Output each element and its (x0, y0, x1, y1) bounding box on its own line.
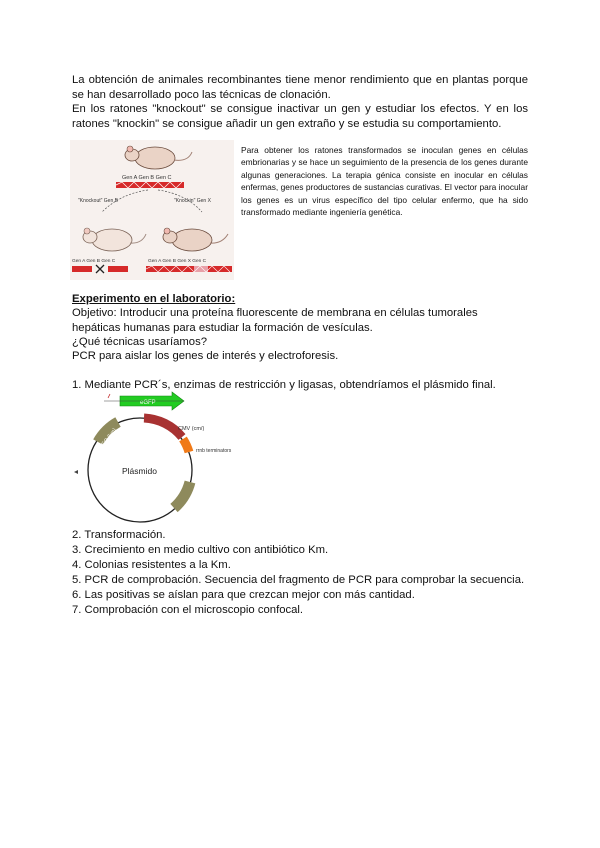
plasmid-diagram (60, 390, 250, 525)
svg-text:eGFP: eGFP (140, 400, 156, 406)
step-item: 2. Transformación. (72, 529, 166, 541)
step-item: 7. Comprobación con el microscopio confocal. (72, 604, 304, 616)
ampr-label: ampR (pSN) (187, 480, 205, 512)
knockin-dna-strip (146, 266, 232, 272)
step-item: 5. PCR de comprobación. Secuencia del fragmento de PCR para comprobar la secuencia. (72, 574, 525, 586)
terminator-label: rrnb terminators (196, 448, 232, 454)
knockin-label: "Knockin" Gen X (174, 198, 211, 204)
neo-label: NEO (km) (98, 427, 119, 451)
knockout-label: "Knockout" Gen B (78, 198, 118, 204)
steps-list (72, 528, 524, 618)
step-item: 4. Colonias resistentes a la Km. (72, 559, 231, 571)
experiment-answer: PCR para aislar los genes de interés y electroforesis. (72, 350, 339, 362)
step-1: 1. Mediante PCR´s, enzimas de restricción y ligasas, obtendríamos el plásmido final. (72, 379, 496, 391)
cmv-segment (144, 418, 182, 437)
experiment-objective: Objetivo: Introducir una proteína fluorescente de membrana en células tumorales hepáticas humanas para estudiar la formación de vesículas. (72, 307, 478, 334)
knockout-knockin-figure (70, 140, 234, 280)
top-genes-label: Gen A Gen B Gen C (122, 175, 172, 181)
knockin-genes-label: Gen A Gen B Gen X Gen C (148, 259, 207, 264)
intro-paragraph-1: La obtención de animales recombinantes tiene menor rendimiento que en plantas porque se han desarrollado poco las técnicas de clonación. (72, 74, 528, 101)
sidebar-text: Para obtener los ratones transformados se inoculan genes en células embrionarias y se hace un seguimiento de la presencia de los genes durante algunas generaciones. La terapia génica consiste en inocular en células enfermas, genes productores de sustancias curativas. El vector para inocular los genes es un virus específico del tipo celular enfermo, que ha sido transformado mediante ingeniería genética. (241, 145, 528, 218)
cmv-label: CMV (cm/) (178, 426, 205, 432)
top-dna-strip (116, 182, 184, 188)
step-item: 3. Crecimiento en medio cultivo con antibiótico Km. (72, 544, 329, 556)
experiment-question: ¿Qué técnicas usaríamos? (72, 336, 207, 348)
knockout-genes-label: Gen A Gen B Gen C (72, 259, 116, 264)
ampr-segment (174, 482, 190, 508)
experiment-heading: Experimento en el laboratorio: (72, 293, 236, 305)
plasmid-center-label: Plásmido (122, 466, 157, 476)
step-item: 6. Las positivas se aíslan para que crezcan mejor con más cantidad. (72, 589, 415, 601)
intro-paragraph-2: En los ratones "knockout" se consigue inactivar un gen y estudiar los efectos. Y en los ratones "knockin" se consigue añadir un gen extraño y se estudia su comportamiento. (72, 103, 528, 130)
terminator-segment (183, 439, 189, 452)
